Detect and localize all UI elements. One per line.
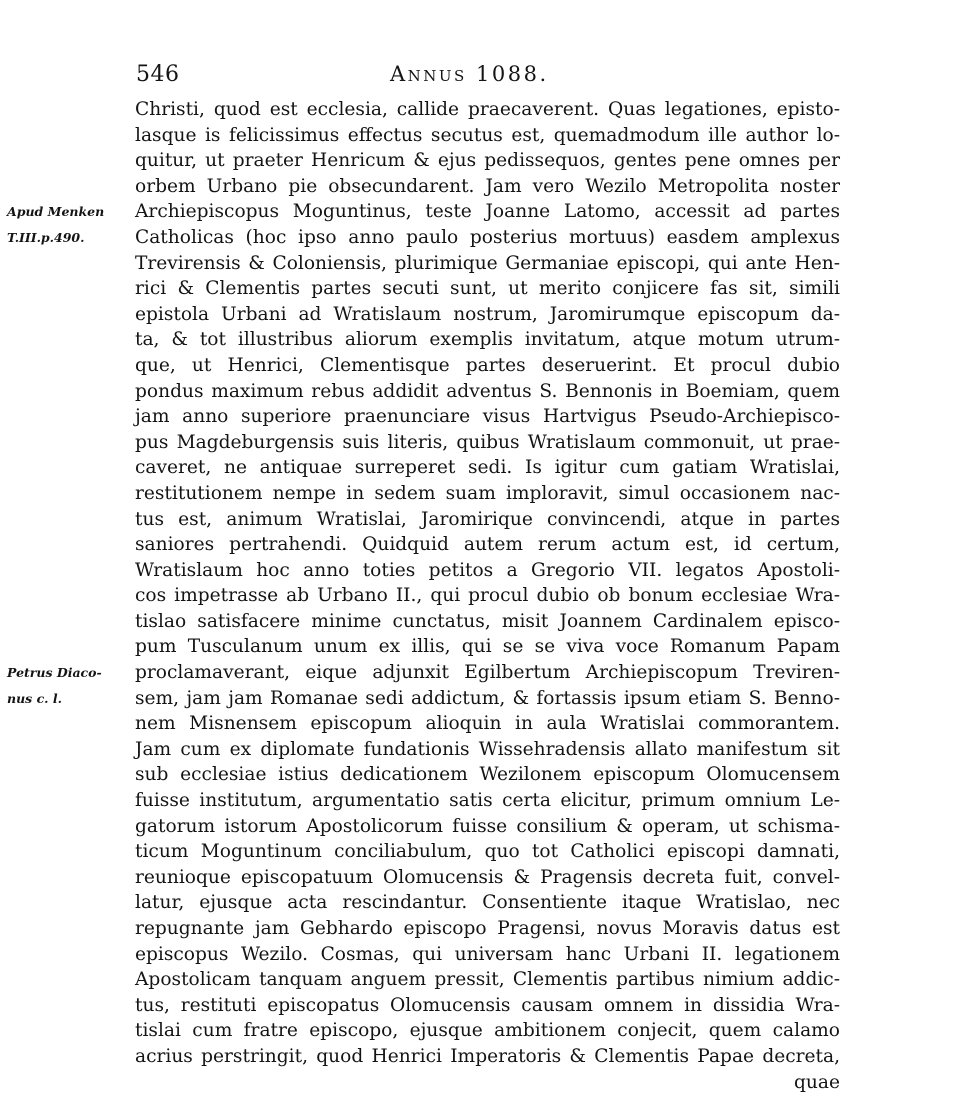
text-line-content: pus Magdeburgensis suis literis, quibus Wratislaum commonuit, ut prae- xyxy=(135,431,840,453)
text-line-content: jam anno superiore praenunciare visus Hartvigus Pseudo-Archiepisco- xyxy=(135,406,840,428)
text-line-content: Apostolicam tanquam anguem pressit, Clementis partibus nimium addic- xyxy=(135,969,840,991)
text-line xyxy=(135,148,840,174)
margin-note: T.III.p.490. xyxy=(7,229,85,245)
text-line xyxy=(135,276,840,302)
text-line-content: Wratislaum hoc anno toties petitos a Gregorio VII. legatos Apostoli- xyxy=(135,559,840,581)
text-line xyxy=(135,814,840,840)
text-line-content: sem, jam jam Romanae sedi addictum, & fortassis ipsum etiam S. Benno- xyxy=(135,687,840,709)
text-line xyxy=(135,123,840,149)
text-line xyxy=(135,967,840,993)
text-line-content: quitur, ut praeter Henricum & ejus pedissequos, gentes pene omnes per xyxy=(135,150,840,172)
text-line xyxy=(135,865,840,891)
running-head: Annus 1088. xyxy=(390,62,549,86)
text-line-content: Catholicas (hoc ipso anno paulo posterius mortuus) easdem amplexus xyxy=(135,226,840,248)
text-line-content: acrius perstringit, quod Henrici Imperatoris & Clementis Papae decreta, xyxy=(135,1045,840,1067)
text-line-content: restitutionem nempe in sedem suam imploravit, simul occasionem nac- xyxy=(135,482,840,504)
text-line xyxy=(135,302,840,328)
text-line xyxy=(135,609,840,635)
page-number: 546 xyxy=(136,62,180,87)
text-line-content: pum Tusculanum unum ex illis, qui se se viva voce Romanum Papam xyxy=(135,636,840,658)
text-line-content: tislao satisfacere minime cunctatus, misit Joannem Cardinalem episco- xyxy=(135,610,840,632)
text-line-content: sub ecclesiae istius dedicationem Wezilonem episcopum Olomucensem xyxy=(135,764,840,786)
text-line-content: proclamaverant, eique adjunxit Egilbertum Archiepiscopum Treviren- xyxy=(135,662,840,684)
text-line-content: latur, ejusque acta rescindantur. Consentiente itaque Wratislao, nec xyxy=(135,892,840,914)
text-line-content: fuisse institutum, argumentatio satis certa elicitur, primum omnium Le- xyxy=(135,790,840,812)
text-line-content: tislai cum fratre episcopo, ejusque ambitionem conjecit, quem calamo xyxy=(135,1020,840,1042)
text-line-content: orbem Urbano pie obsecundarent. Jam vero Wezilo Metropolita noster xyxy=(135,175,840,197)
text-line xyxy=(135,430,840,456)
text-line xyxy=(135,686,840,712)
text-line xyxy=(135,942,840,968)
text-line-content: caveret, ne antiquae surreperet sedi. Is igitur cum gatiam Wratislai, xyxy=(135,457,840,479)
text-line-content: ticum Moguntinum conciliabulum, quo tot Catholici episcopi damnati, xyxy=(135,841,840,863)
text-line xyxy=(135,711,840,737)
text-line-content: cos impetrasse ab Urbano II., qui procul dubio ob bonum ecclesiae Wra- xyxy=(135,585,840,607)
text-line-content: que, ut Henrici, Clementisque partes deseruerint. Et procul dubio xyxy=(135,354,840,376)
text-line xyxy=(135,507,840,533)
text-line xyxy=(135,225,840,251)
text-line xyxy=(135,1070,840,1096)
text-line-content: rici & Clementis partes secuti sunt, ut merito conjicere fas sit, simili xyxy=(135,278,840,300)
text-line-content: Trevirensis & Coloniensis, plurimique Germaniae episcopi, qui ante Hen- xyxy=(135,252,840,274)
text-line-content: repugnante jam Gebhardo episcopo Pragensi, novus Moravis datus est xyxy=(135,918,840,939)
text-line xyxy=(135,97,840,123)
body-text xyxy=(7,97,840,1095)
text-line-content: gatorum istorum Apostolicorum fuisse consilium & operam, ut schisma- xyxy=(135,815,840,837)
text-line-content: episcopus Wezilo. Cosmas, qui universam hanc Urbani II. legationem xyxy=(135,943,840,965)
text-line xyxy=(135,481,840,507)
text-line xyxy=(135,737,840,763)
text-line xyxy=(135,353,840,379)
text-line xyxy=(135,890,840,916)
text-line-content: reunioque episcopatuum Olomucensis & Pragensis decreta fuit, convel- xyxy=(135,866,840,888)
text-line-content: ta, & tot illustribus aliorum exemplis invitatum, atque motum utrum- xyxy=(135,329,840,351)
text-line-content: lasque is felicissimus effectus secutus est, quemadmodum ille author lo- xyxy=(135,124,840,146)
text-line-content: pondus maximum rebus addidit adventus S. Bennonis in Boemiam, quem xyxy=(135,380,840,402)
text-line-content: quae xyxy=(794,1071,840,1093)
text-line xyxy=(135,327,840,353)
text-line-content: tus est, animum Wratislai, Jaromirique convincendi, atque in partes xyxy=(135,508,840,530)
text-line-content: nem Misnensem episcopum alioquin in aula Wratislai commorantem. xyxy=(135,713,840,735)
text-line xyxy=(135,251,840,277)
text-line xyxy=(135,583,840,609)
text-line xyxy=(135,558,840,584)
text-line-content: epistola Urbani ad Wratislaum nostrum, Jaromirumque episcopum da- xyxy=(135,303,840,325)
text-line xyxy=(135,532,840,558)
text-line xyxy=(135,404,840,430)
text-line xyxy=(135,1044,840,1070)
margin-note: Petrus Diaco- xyxy=(7,665,102,681)
text-line-content: tus, restituti episcopatus Olomucensis causam omnem in dissidia Wra- xyxy=(135,994,840,1016)
text-line xyxy=(135,839,840,865)
text-line xyxy=(135,762,840,788)
text-line-content: Jam cum ex diplomate fundationis Wissehradensis allato manifestum sit xyxy=(135,738,840,760)
text-line xyxy=(135,455,840,481)
text-line xyxy=(135,379,840,405)
text-line-content: Archiepiscopus Moguntinus, teste Joanne Latomo, accessit ad partes xyxy=(135,201,840,223)
text-line xyxy=(135,916,840,942)
margin-note: Apud Menken xyxy=(7,204,105,220)
margin-note: nus c. l. xyxy=(7,690,62,706)
text-line xyxy=(135,993,840,1019)
text-line-content: Christi, quod est ecclesia, callide praecaverent. Quas legationes, episto- xyxy=(135,99,840,120)
text-line xyxy=(135,1018,840,1044)
text-line-content: saniores pertrahendi. Quidquid autem rerum actum est, id certum, xyxy=(135,534,840,556)
text-line xyxy=(135,788,840,814)
